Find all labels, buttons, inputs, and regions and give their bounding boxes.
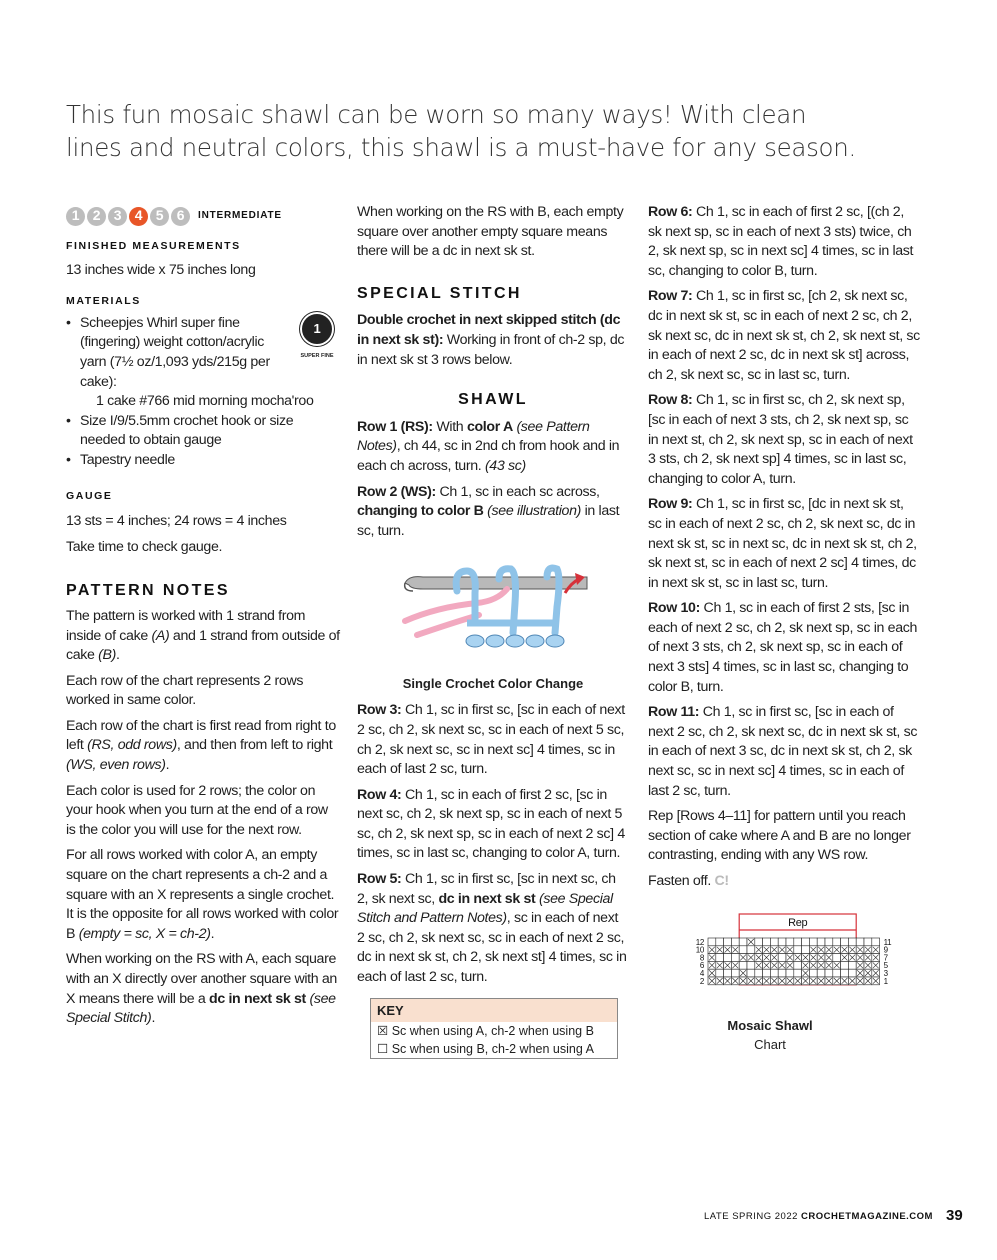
chart-cell xyxy=(809,969,817,977)
chart-cell xyxy=(739,938,747,946)
pattern-note-6: When working on the RS with A, each square with an X directly over another square with an X means there will be a dc in next sk st (see Special Stitch). xyxy=(66,951,337,1027)
chart-right-label: 11 xyxy=(883,937,892,947)
column-3 xyxy=(648,203,920,1055)
chart-cell xyxy=(724,953,732,961)
chart-cell xyxy=(731,969,739,977)
chart-cell xyxy=(708,938,716,946)
chart-cell xyxy=(747,945,755,953)
materials-item-3: • Tapestry needle xyxy=(66,451,340,471)
chart-cell xyxy=(716,938,724,946)
special-stitch-text: Double crochet in next skipped stitch (dc in next sk st): Working in front of ch-2 sp, dc in next sk st 3 rows below. xyxy=(357,312,625,368)
gauge-line-2: Take time to check gauge. xyxy=(66,538,223,555)
pattern-note-4: Each color is used for 2 rows; the color on your hook when you turn at the end of a row is the color you will use for the next row. xyxy=(66,782,328,838)
magazine-logo-icon: C! xyxy=(714,873,729,889)
skill-level-4-active: 4 xyxy=(129,207,148,226)
yarn-weight-number: 1 xyxy=(302,314,332,344)
row-6: Row 6: Ch 1, sc in each of first 2 sc, [(ch 2, sk next sp, sc in each of next 3 sts) twice, ch 2, sk next sp, sc in next sc] 4 times, sc in last sc, changing to color B, turn. xyxy=(648,204,914,279)
pattern-note-1: The pattern is worked with 1 strand from inside of cake (A) and 1 strand from outside of cake (B). xyxy=(66,607,340,664)
color-change-illustration xyxy=(357,563,629,689)
chart-cell xyxy=(802,945,810,953)
chart-left-label: 4 xyxy=(699,968,704,978)
mosaic-chart-svg xyxy=(688,912,892,1052)
chart-cell xyxy=(802,938,810,946)
chart-cell xyxy=(778,953,786,961)
row-10: Row 10: Ch 1, sc in each of first 2 sts, [sc in each of next 2 sc, ch 2, sk next sp, sc in each of next 3 sts, ch 2, sk next sp, sc in each of next 3 sts] 4 times, sc in last sc, changing to color B, turn. xyxy=(648,600,918,695)
chart-cell xyxy=(856,938,864,946)
gauge-line-1: 13 sts = 4 inches; 24 rows = 4 inches xyxy=(66,513,287,530)
key-row-2: ☐ Sc when using B, ch-2 when using A xyxy=(377,1042,594,1057)
chart-cell xyxy=(724,969,732,977)
chart-cell xyxy=(763,938,771,946)
chart-cell xyxy=(794,938,802,946)
chart-cell xyxy=(778,938,786,946)
chart-cell xyxy=(872,938,880,946)
chart-cell xyxy=(817,938,825,946)
pattern-note-5: For all rows worked with color A, an empty square on the chart represents a ch-2 and a square with an X represents a single crochet. It is the opposite for all rows worked with color B (empty = sc, X = ch-2). xyxy=(66,847,339,942)
row-8: Row 8: Ch 1, sc in first sc, ch 2, sk next sp, [sc in each of next 3 sts, ch 2, sk next sp, sc in next st, ch 2, sk next sp, sc in each of next 3 sts, ch 2, sk next sp] 4 times, sc in last sc, changing to color A, turn. xyxy=(648,392,913,487)
chart-left-label: 6 xyxy=(699,960,704,970)
chart-cell xyxy=(864,938,872,946)
chart-right-label: 1 xyxy=(883,976,888,986)
chart-cell xyxy=(794,961,802,969)
materials-item-1: • Scheepjes Whirl super fine (fingering) weight cotton/acrylic yarn (7½ oz/1,093 yds/215g per cake): xyxy=(80,314,270,390)
skill-level-6: 6 xyxy=(171,207,190,226)
chart-cell xyxy=(848,938,856,946)
repeat-text: Rep [Rows 4–11] for pattern until you reach section of cake where A and B are no longer contrasting, ending with any WS row. xyxy=(648,808,911,864)
chart-cell xyxy=(770,938,778,946)
chart-cell xyxy=(778,969,786,977)
chart-cell xyxy=(747,969,755,977)
gauge-heading: GAUGE xyxy=(66,489,113,502)
chart-cell xyxy=(724,938,732,946)
chart-cell xyxy=(848,961,856,969)
chart-cell xyxy=(786,938,794,946)
row-2: Row 2 (WS): Ch 1, sc in each sc across, changing to color B (see illustration) in last sc, turn. xyxy=(357,483,620,539)
chart-cell xyxy=(770,969,778,977)
finished-text: 13 inches wide x 75 inches long xyxy=(66,261,256,278)
chart-cell xyxy=(731,953,739,961)
chart-cell xyxy=(739,945,747,953)
chart-cell xyxy=(739,961,747,969)
pattern-note-3: Each row of the chart is first read from right to left (RS, odd rows), and then from left to right (WS, even rows). xyxy=(66,717,336,774)
chart-cell xyxy=(825,938,833,946)
materials-block xyxy=(66,314,340,471)
chart-left-label: 2 xyxy=(699,976,704,986)
chart-cell xyxy=(848,969,856,977)
row-9: Row 9: Ch 1, sc in first sc, [dc in next sk st, sc in each of next 2 sc, ch 2, sk next sc, dc in next sk st, sc in next sc, dc in next sk st, ch 2, sk next st, sc in each of next 2 sc] 4 times, dc in next sk st, sc in last sc, turn. xyxy=(648,496,917,591)
page-number: 39 xyxy=(946,1207,963,1224)
chart-left-label: 8 xyxy=(699,952,704,962)
chart-cell xyxy=(755,969,763,977)
chart-cell xyxy=(833,953,841,961)
chart-cell xyxy=(825,969,833,977)
row-1: Row 1 (RS): With color A (see Pattern Notes), ch 44, sc in 2nd ch from hook and in each ch across, turn. (43 sc) xyxy=(357,418,620,474)
materials-item-2: • Size I/9/5.5mm crochet hook or size needed to obtain gauge xyxy=(66,412,340,451)
skill-level-1: 1 xyxy=(66,207,85,226)
chart-cell xyxy=(833,969,841,977)
row-4: Row 4: Ch 1, sc in each of first 2 sc, [sc in next sc, ch 2, sk next sp, sc in each of next 5 sc, ch 2, sk next sp, sc in each of next 2 sc] 4 times, sc in last sc, changing to color A, turn. xyxy=(357,786,625,862)
chart-cell xyxy=(794,945,802,953)
skill-level xyxy=(66,203,340,229)
chart-repeat-label: Rep xyxy=(788,916,808,929)
col2-intro: When working on the RS with B, each empty square over another empty square means there will be a dc in next sk st. xyxy=(357,204,624,260)
chart-cell xyxy=(755,938,763,946)
mosaic-chart xyxy=(688,912,892,1052)
skill-level-3: 3 xyxy=(108,207,127,226)
pattern-note-2: Each row of the chart represents 2 rows worked in same color. xyxy=(66,672,304,709)
chart-cell xyxy=(794,969,802,977)
chart-right-label: 3 xyxy=(883,968,888,978)
list-item xyxy=(66,314,340,412)
row-5: Row 5: Ch 1, sc in first sc, [sc in next sc, ch 2, sk next sc, dc in next sk st (see Special Stitch and Pattern Notes), sc in each of next 2 sc, ch 2, sk next sc, sc in each of next 2 sc, dc in next sk st, ch 2, sk next st] 4 times, sc in each of last 2 sc, turn. xyxy=(357,871,627,986)
yarn-weight-label: SUPER FINE xyxy=(300,352,334,359)
row-11: Row 11: Ch 1, sc in first sc, [sc in each of next 2 sc, ch 2, sk next sc, dc in next sk st, sc in each of next 3 sc, dc in next sk st, ch 2, sk next sc, sc in next sc] 4 times, sc in each of last 2 sc, turn. xyxy=(648,704,918,799)
intro-text: This fun mosaic shawl can be worn so many ways! With clean lines and neutral colors, this shawl is a must-have for any season. xyxy=(66,100,856,162)
row-3: Row 3: Ch 1, sc in first sc, [sc in each of next 2 sc, ch 2, sk next sc, sc in each of next 5 sc, ch 2, sk next sc, sc in next sc] 4 times, sc in each of last 2 sc, turn. xyxy=(357,702,625,778)
chart-cell xyxy=(841,938,849,946)
column-2 xyxy=(357,203,629,1059)
x-box-icon: ☒ xyxy=(377,1024,389,1039)
chart-key xyxy=(370,998,618,1060)
column-1 xyxy=(66,203,340,1035)
skill-level-label: INTERMEDIATE xyxy=(198,210,282,222)
chart-cell xyxy=(786,969,794,977)
chart-cell xyxy=(841,961,849,969)
pattern-notes-heading: PATTERN NOTES xyxy=(66,582,230,600)
chart-cell xyxy=(817,969,825,977)
footer-text: LATE SPRING 2022 CROCHETMAGAZINE.COM xyxy=(704,1211,933,1222)
key-row-1: ☒ Sc when using A, ch-2 when using B xyxy=(377,1024,594,1039)
empty-box-icon: ☐ xyxy=(377,1042,389,1057)
materials-item-1-sub: 1 cake #766 mid morning mocha'roo xyxy=(96,393,314,410)
chart-left-label: 10 xyxy=(695,945,704,955)
chart-right-label: 5 xyxy=(883,960,888,970)
chart-right-label: 7 xyxy=(883,952,888,962)
chart-caption-1: Mosaic Shawl xyxy=(727,1017,813,1033)
chart-cell xyxy=(747,961,755,969)
row-7: Row 7: Ch 1, sc in first sc, [ch 2, sk next sc, dc in next sk st, sc in each of next 2 sc, ch 2, sk next sc, dc in next sk st, ch 2, sk next st, sc in each of next 2 sc, dc in next sk st] across, ch 2, sk next sc, sc in last sc, turn. xyxy=(648,288,920,383)
skill-level-2: 2 xyxy=(87,207,106,226)
shawl-heading: SHAWL xyxy=(458,391,528,409)
special-stitch-heading: SPECIAL STITCH xyxy=(357,284,522,302)
crochet-hook-illustration xyxy=(357,563,629,663)
key-title: KEY xyxy=(371,999,617,1023)
materials-heading: MATERIALS xyxy=(66,295,141,308)
chart-left-label: 12 xyxy=(695,937,704,947)
chart-cell xyxy=(731,938,739,946)
chart-right-label: 9 xyxy=(883,945,888,955)
chart-cell xyxy=(716,953,724,961)
chart-cell xyxy=(716,969,724,977)
fasten-off: Fasten off. C! xyxy=(648,873,729,889)
chart-cell xyxy=(809,938,817,946)
chart-cell xyxy=(763,969,771,977)
chart-caption-2: Chart xyxy=(754,1037,786,1053)
chart-cell xyxy=(833,938,841,946)
chart-cell xyxy=(841,969,849,977)
finished-heading: FINISHED MEASUREMENTS xyxy=(66,240,241,252)
illustration-caption: Single Crochet Color Change xyxy=(402,675,584,691)
materials-list xyxy=(66,314,340,471)
skill-level-5: 5 xyxy=(150,207,169,226)
